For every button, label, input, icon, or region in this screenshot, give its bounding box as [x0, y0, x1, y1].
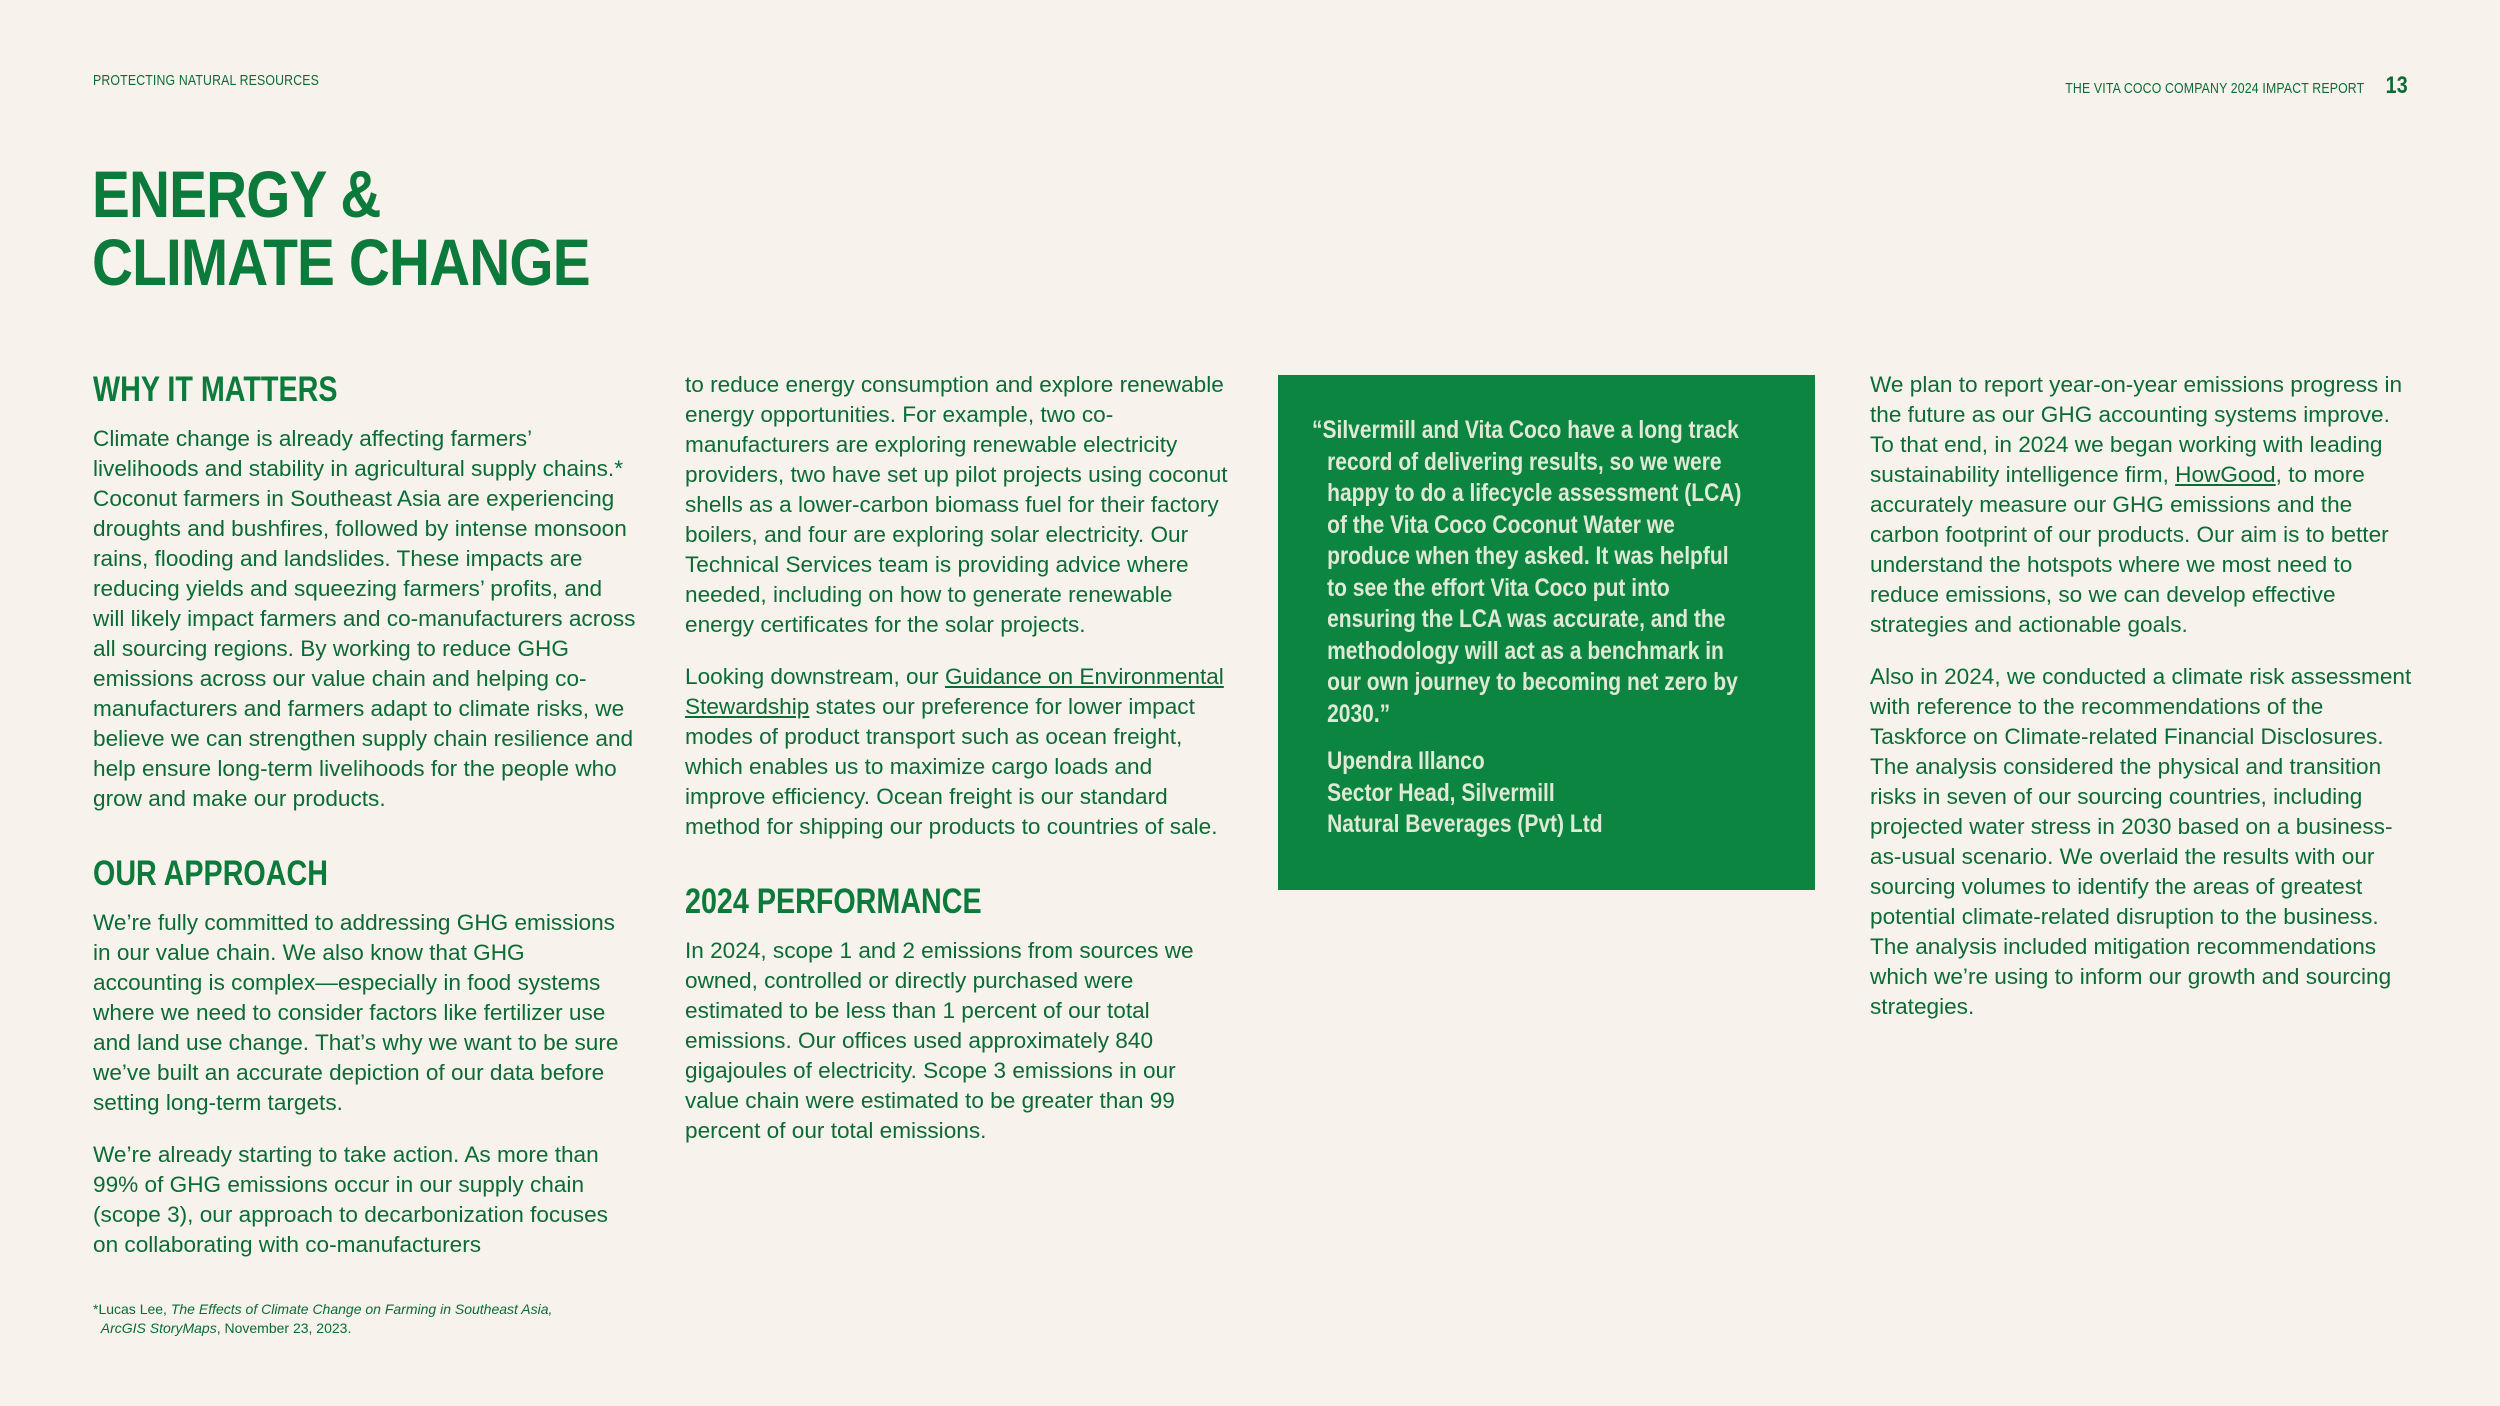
quote-text: “Silvermill and Vita Coco have a long track record of delivering results, so we were happy to do a lifecycle assessment (LCA) of the Vita Coco Coconut Water we produce when they asked. It was helpful to see the effort Vita Coco put into ensuring the LCA was accurate, and the methodology will act as a benchmark in our own journey to becoming net zero by 2030.” [1312, 416, 1742, 728]
footnote-work: The Effects of Climate Change on Farming in Southeast Asia, [170, 1301, 553, 1317]
column-2 [685, 370, 1230, 1168]
howgood-link[interactable]: HowGood [2175, 462, 2276, 487]
approach-heading: OUR APPROACH [93, 854, 328, 893]
col2-paragraph-1: to reduce energy consumption and explore renewable energy opportunities. For example, two co-manufacturers are exploring renewable electricity providers, two have set up pilot projects using coconut shells as a lower-carbon biomass fuel for their factory boilers, and four are exploring solar electricity. Our Technical Services team is providing advice where needed, including on how to generate renewable energy certificates for the solar projects. [685, 372, 1228, 637]
report-header [2065, 72, 2408, 100]
quote-attribution [1312, 746, 1749, 841]
guidance-link[interactable]: Guidance on Environmental Stewardship [685, 664, 1224, 719]
col4-p1-text-a: We plan to report year-on-year emissions progress in the future as our GHG accounting systems improve. To that end, in 2024 we began working with leading sustainability intelligence firm, [1870, 372, 2403, 487]
col2-paragraph-2 [685, 662, 1230, 842]
quote-org: Natural Beverages (Pvt) Ltd [1327, 810, 1603, 838]
column-1 [93, 370, 638, 1282]
column-4 [1870, 370, 2415, 1044]
report-title: THE VITA COCO COMPANY 2024 IMPACT REPORT [2065, 80, 2365, 97]
performance-body: In 2024, scope 1 and 2 emissions from sources we owned, controlled or directly purchased were estimated to be less than 1 percent of our total emissions. Our offices used approximately 840 gigajoules of electricity. Scope 3 emissions in our value chain were estimated to be greater than 99 percent of our total emissions. [685, 938, 1194, 1143]
why-body: Climate change is already affecting farmers’ livelihoods and stability in agricultural supply chains.* Coconut farmers in Southeast Asia are experiencing droughts and bushfires, followed by intense monsoon rains, flooding and landslides. These impacts are reducing yields and squeezing farmers’ profits, and will likely impact farmers and co-manufacturers across all sourcing regions. By working to reduce GHG emissions across our value chain and helping co-manufacturers and farmers adapt to climate risks, we believe we can strengthen supply chain resilience and help ensure long-term livelihoods for the people who grow and make our products. [93, 426, 636, 811]
quote-role: Sector Head, Silvermill [1327, 778, 1555, 807]
col4-paragraph-2: Also in 2024, we conducted a climate risk assessment with reference to the recommendations of the Taskforce on Climate-related Financial Disclosures. The analysis considered the physical and transition risks in seven of our sourcing countries, including projected water stress in 2030 based on a business-as-usual scenario. We overlaid the results with our sourcing volumes to identify the areas of greatest potential climate-related disruption to the business. The analysis included mitigation recommendations which we’re using to inform our growth and sourcing strategies. [1870, 664, 2412, 1019]
col4-p1-text-b: , to more accurately measure our GHG emissions and the carbon footprint of our products. Our aim is to better understand the hotspots where we most need to reduce emissions, so we can develop effective strategies and actionable goals. [1870, 462, 2389, 637]
footnote-date: , November 23, 2023. [216, 1320, 352, 1336]
col2-p2-text-a: Looking downstream, our [685, 664, 945, 689]
page-title [92, 157, 590, 299]
why-heading: WHY IT MATTERS [93, 370, 338, 409]
quote-box [1278, 375, 1815, 890]
footnote [93, 1300, 653, 1338]
quote-name: Upendra Illanco [1327, 747, 1485, 775]
approach-paragraph-1: We’re fully committed to addressing GHG emissions in our value chain. We also know that GHG accounting is complex—especially in food systems where we need to consider factors like fertilizer use and land use change. That’s why we want to be sure we’ve built an accurate depiction of our data before setting long-term targets. [93, 910, 619, 1115]
footnote-publisher: ArcGIS StoryMaps [100, 1320, 217, 1336]
page-number: 13 [2385, 72, 2408, 99]
col2-p2-text-b: states our preference for lower impact modes of product transport such as ocean freight, which enables us to maximize cargo loads and improve efficiency. Ocean freight is our standard method for shipping our products to countries of sale. [685, 694, 1218, 839]
performance-heading: 2024 PERFORMANCE [685, 882, 982, 921]
quote-content [1312, 415, 1749, 841]
approach-paragraph-2: We’re already starting to take action. As more than 99% of GHG emissions occur in our supply chain (scope 3), our approach to decarbonization focuses on collaborating with co-manufacturers [93, 1142, 608, 1257]
footnote-author: *Lucas Lee, [93, 1301, 171, 1317]
section-label: PROTECTING NATURAL RESOURCES [93, 72, 320, 89]
title-line-1: ENERGY & [92, 157, 381, 231]
col4-paragraph-1 [1870, 370, 2415, 640]
title-line-2: CLIMATE CHANGE [92, 225, 590, 299]
